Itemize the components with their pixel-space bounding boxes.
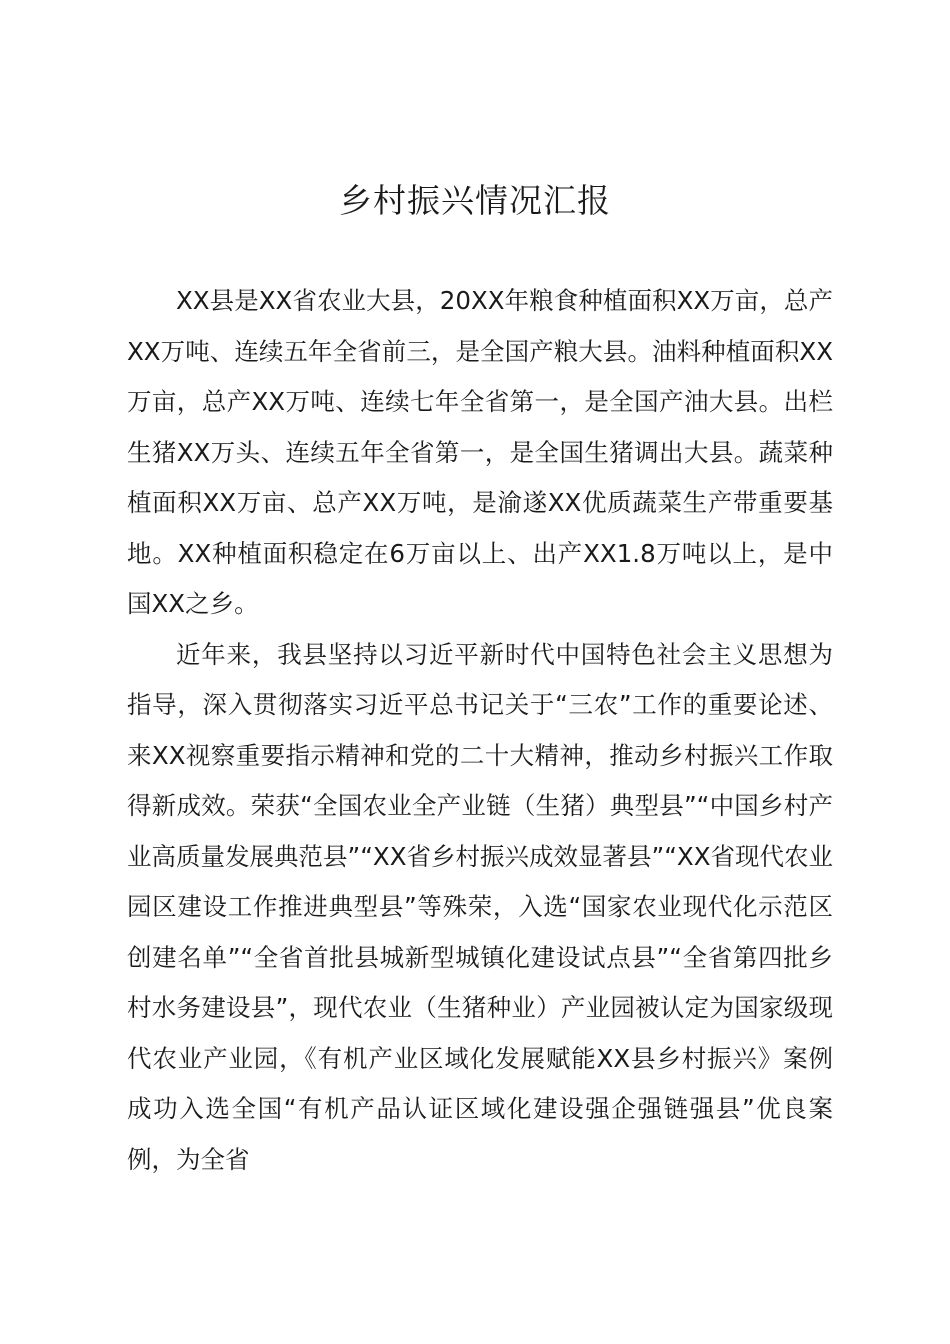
document-title: 乡村振兴情况汇报	[339, 181, 611, 220]
document-body	[127, 276, 833, 1185]
paragraph-agriculture-overview: XX县是XX省农业大县，20XX年粮食种植面积XX万亩，总产XX万吨、连续五年全省前三，是全国产粮大县。油料种植面积XX万亩，总产XX万吨、连续七年全省第一，是全国产油大县。出栏生猪XX万头、连续五年全省第一，是全国生猪调出大县。蔬菜种植面积XX万亩、总产XX万吨，是渝遂XX优质蔬菜生产带重要基地。XX种植面积稳定在6万亩以上、出产XX1.8万吨以上，是中国XX之乡。	[127, 286, 833, 618]
paragraph-achievements: 近年来，我县坚持以习近平新时代中国特色社会主义思想为指导，深入贯彻落实习近平总书记关于“三农”工作的重要论述、来XX视察重要指示精神和党的二十大精神，推动乡村振兴工作取得新成效。荣获“全国农业全产业链（生猪）典型县”“中国乡村产业高质量发展典范县”“XX省乡村振兴成效显著县”“XX省现代农业园区建设工作推进典型县”等殊荣，入选“国家农业现代化示范区创建名单”“全省首批县城新型城镇化建设试点县”“全省第四批乡村水务建设县”，现代农业（生猪种业）产业园被认定为国家级现代农业产业园，《有机产业区域化发展赋能XX县乡村振兴》案例成功入选全国“有机产品认证区域化建设强企强链强县”优良案例，为全省	[127, 639, 833, 1174]
